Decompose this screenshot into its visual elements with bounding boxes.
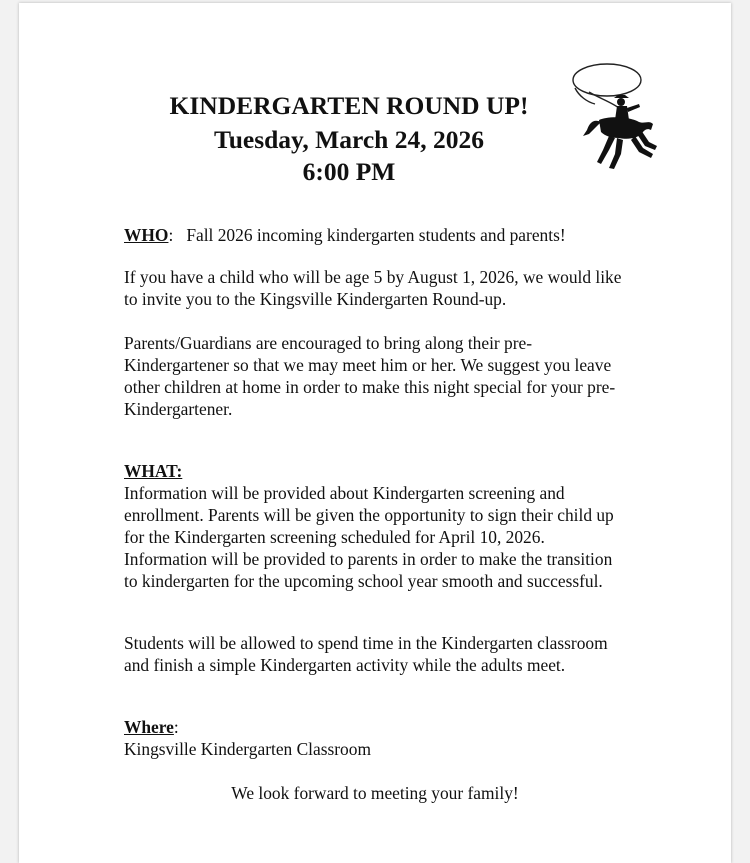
closing-line: We look forward to meeting your family! <box>231 783 519 803</box>
who-label: WHO <box>124 225 169 245</box>
who-label-colon: : <box>168 225 187 245</box>
event-title: KINDERGARTEN ROUND UP! <box>169 91 529 120</box>
what-section-label <box>124 460 624 482</box>
cowboy-on-horse-icon <box>583 95 657 169</box>
what-paragraph: Information will be provided about Kindergarten screening and enrollment. Parents will be given the opportunity to sign their child up for the Kindergarten screening scheduled for April 10, 2026. Information will be provided to parents in order to make the transition to kindergarten for the upcoming school year smooth and successful. <box>124 483 614 591</box>
where-section-label <box>124 716 624 738</box>
document-page <box>19 3 731 863</box>
where-label-colon: : <box>173 717 179 737</box>
parents-paragraph: Parents/Guardians are encouraged to bring along their pre-Kindergartener so that we may meet him or her. We suggest you leave other children at home in order to make this night special for your pre-Kindergartener. <box>124 333 616 419</box>
where-location: Kingsville Kindergarten Classroom <box>124 739 371 759</box>
event-date: Tuesday, March 24, 2026 <box>214 125 484 154</box>
who-text: Fall 2026 incoming kindergarten students and parents! <box>186 225 566 245</box>
cowboy-lasso-logo <box>559 58 659 176</box>
who-section <box>124 224 624 246</box>
students-paragraph: Students will be allowed to spend time in the Kindergarten classroom and finish a simple Kindergarten activity while the adults meet. <box>124 633 608 675</box>
event-time: 6:00 PM <box>302 157 396 186</box>
where-label: Where <box>124 717 174 737</box>
lasso-loop-icon <box>573 64 641 108</box>
what-label: WHAT: <box>124 461 183 481</box>
age-eligibility-paragraph: If you have a child who will be age 5 by August 1, 2026, we would like to invite you to the Kingsville Kindergarten Round-up. <box>124 267 622 309</box>
